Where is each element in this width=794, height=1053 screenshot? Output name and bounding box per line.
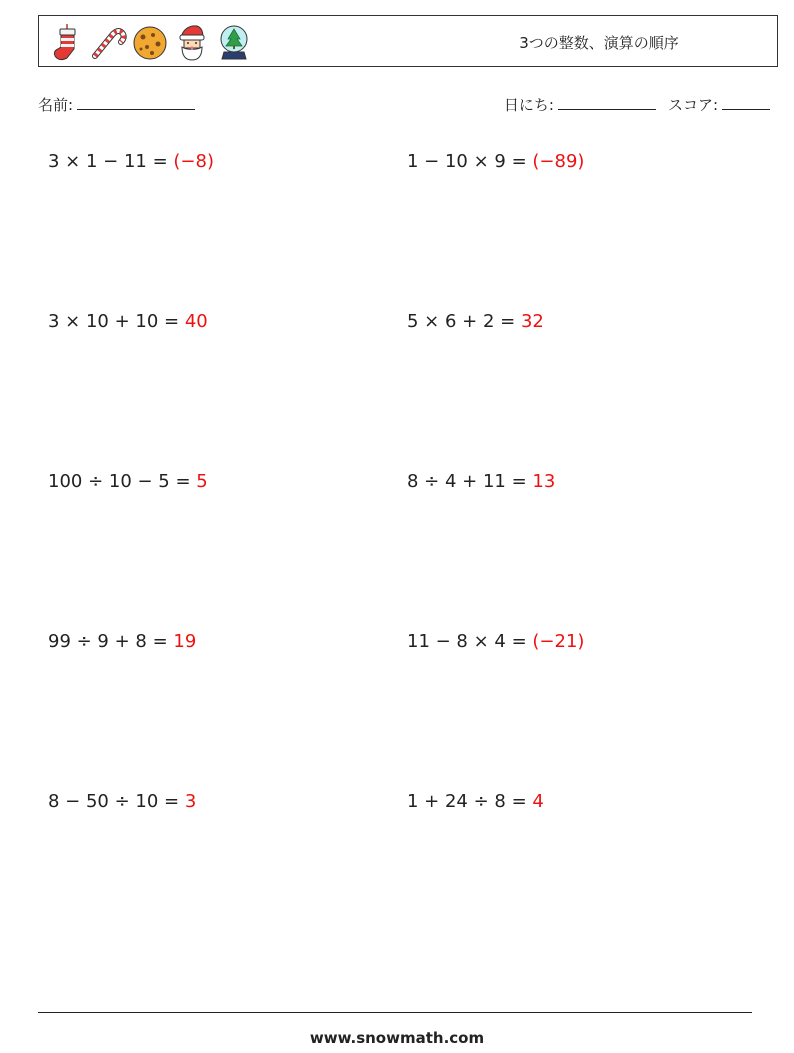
problem-question: 11 − 8 × 4 = [407,631,533,652]
problem-answer: 40 [184,311,208,332]
problem-question: 3 × 1 − 11 = [48,151,174,172]
problem-question: 100 ÷ 10 − 5 = [48,471,197,492]
score-label: スコア: [667,96,718,114]
cookie-icon [131,22,169,62]
problem-answer: (−8) [173,151,214,172]
candy-cane-icon [89,22,127,62]
footer-site-link[interactable]: www.snowmath.com [309,1029,485,1047]
problem-answer: 5 [196,471,208,492]
icon-strip [47,22,253,62]
worksheet-title: 3つの整数、演算の順序 [519,34,679,52]
problem-question: 8 ÷ 4 + 11 = [407,471,533,492]
problem-question: 3 × 10 + 10 = [48,311,185,332]
problem-question: 1 − 10 × 9 = [407,151,533,172]
date-label: 日にち: [503,96,554,114]
worksheet-header [38,15,778,67]
problem-9 [48,791,196,812]
date-score-fields [504,94,770,115]
problem-question: 8 − 50 ÷ 10 = [48,791,185,812]
problem-2 [407,151,584,172]
footer-divider [38,1012,752,1013]
name-label: 名前: [38,96,74,114]
problem-8 [407,631,584,652]
name-blank[interactable] [77,94,195,110]
problem-7 [48,631,196,652]
problem-answer: (−89) [532,151,585,172]
snow-globe-icon [215,22,253,62]
problem-answer: (−21) [532,631,585,652]
santa-icon [173,22,211,62]
problem-answer: 19 [173,631,197,652]
problem-6 [407,471,555,492]
problem-answer: 3 [184,791,197,812]
date-blank[interactable] [558,94,656,110]
problem-10 [407,791,544,812]
score-blank[interactable] [722,94,770,110]
problem-answer: 32 [520,311,544,332]
problem-question: 99 ÷ 9 + 8 = [48,631,174,652]
problem-question: 5 × 6 + 2 = [407,311,521,332]
problem-1 [48,151,214,172]
problem-question: 1 + 24 ÷ 8 = [407,791,533,812]
problem-5 [48,471,208,492]
problem-3 [48,311,208,332]
name-field [38,94,195,115]
problem-4 [407,311,544,332]
problem-answer: 4 [532,791,544,812]
stocking-icon [47,22,85,62]
problem-answer: 13 [532,471,556,492]
